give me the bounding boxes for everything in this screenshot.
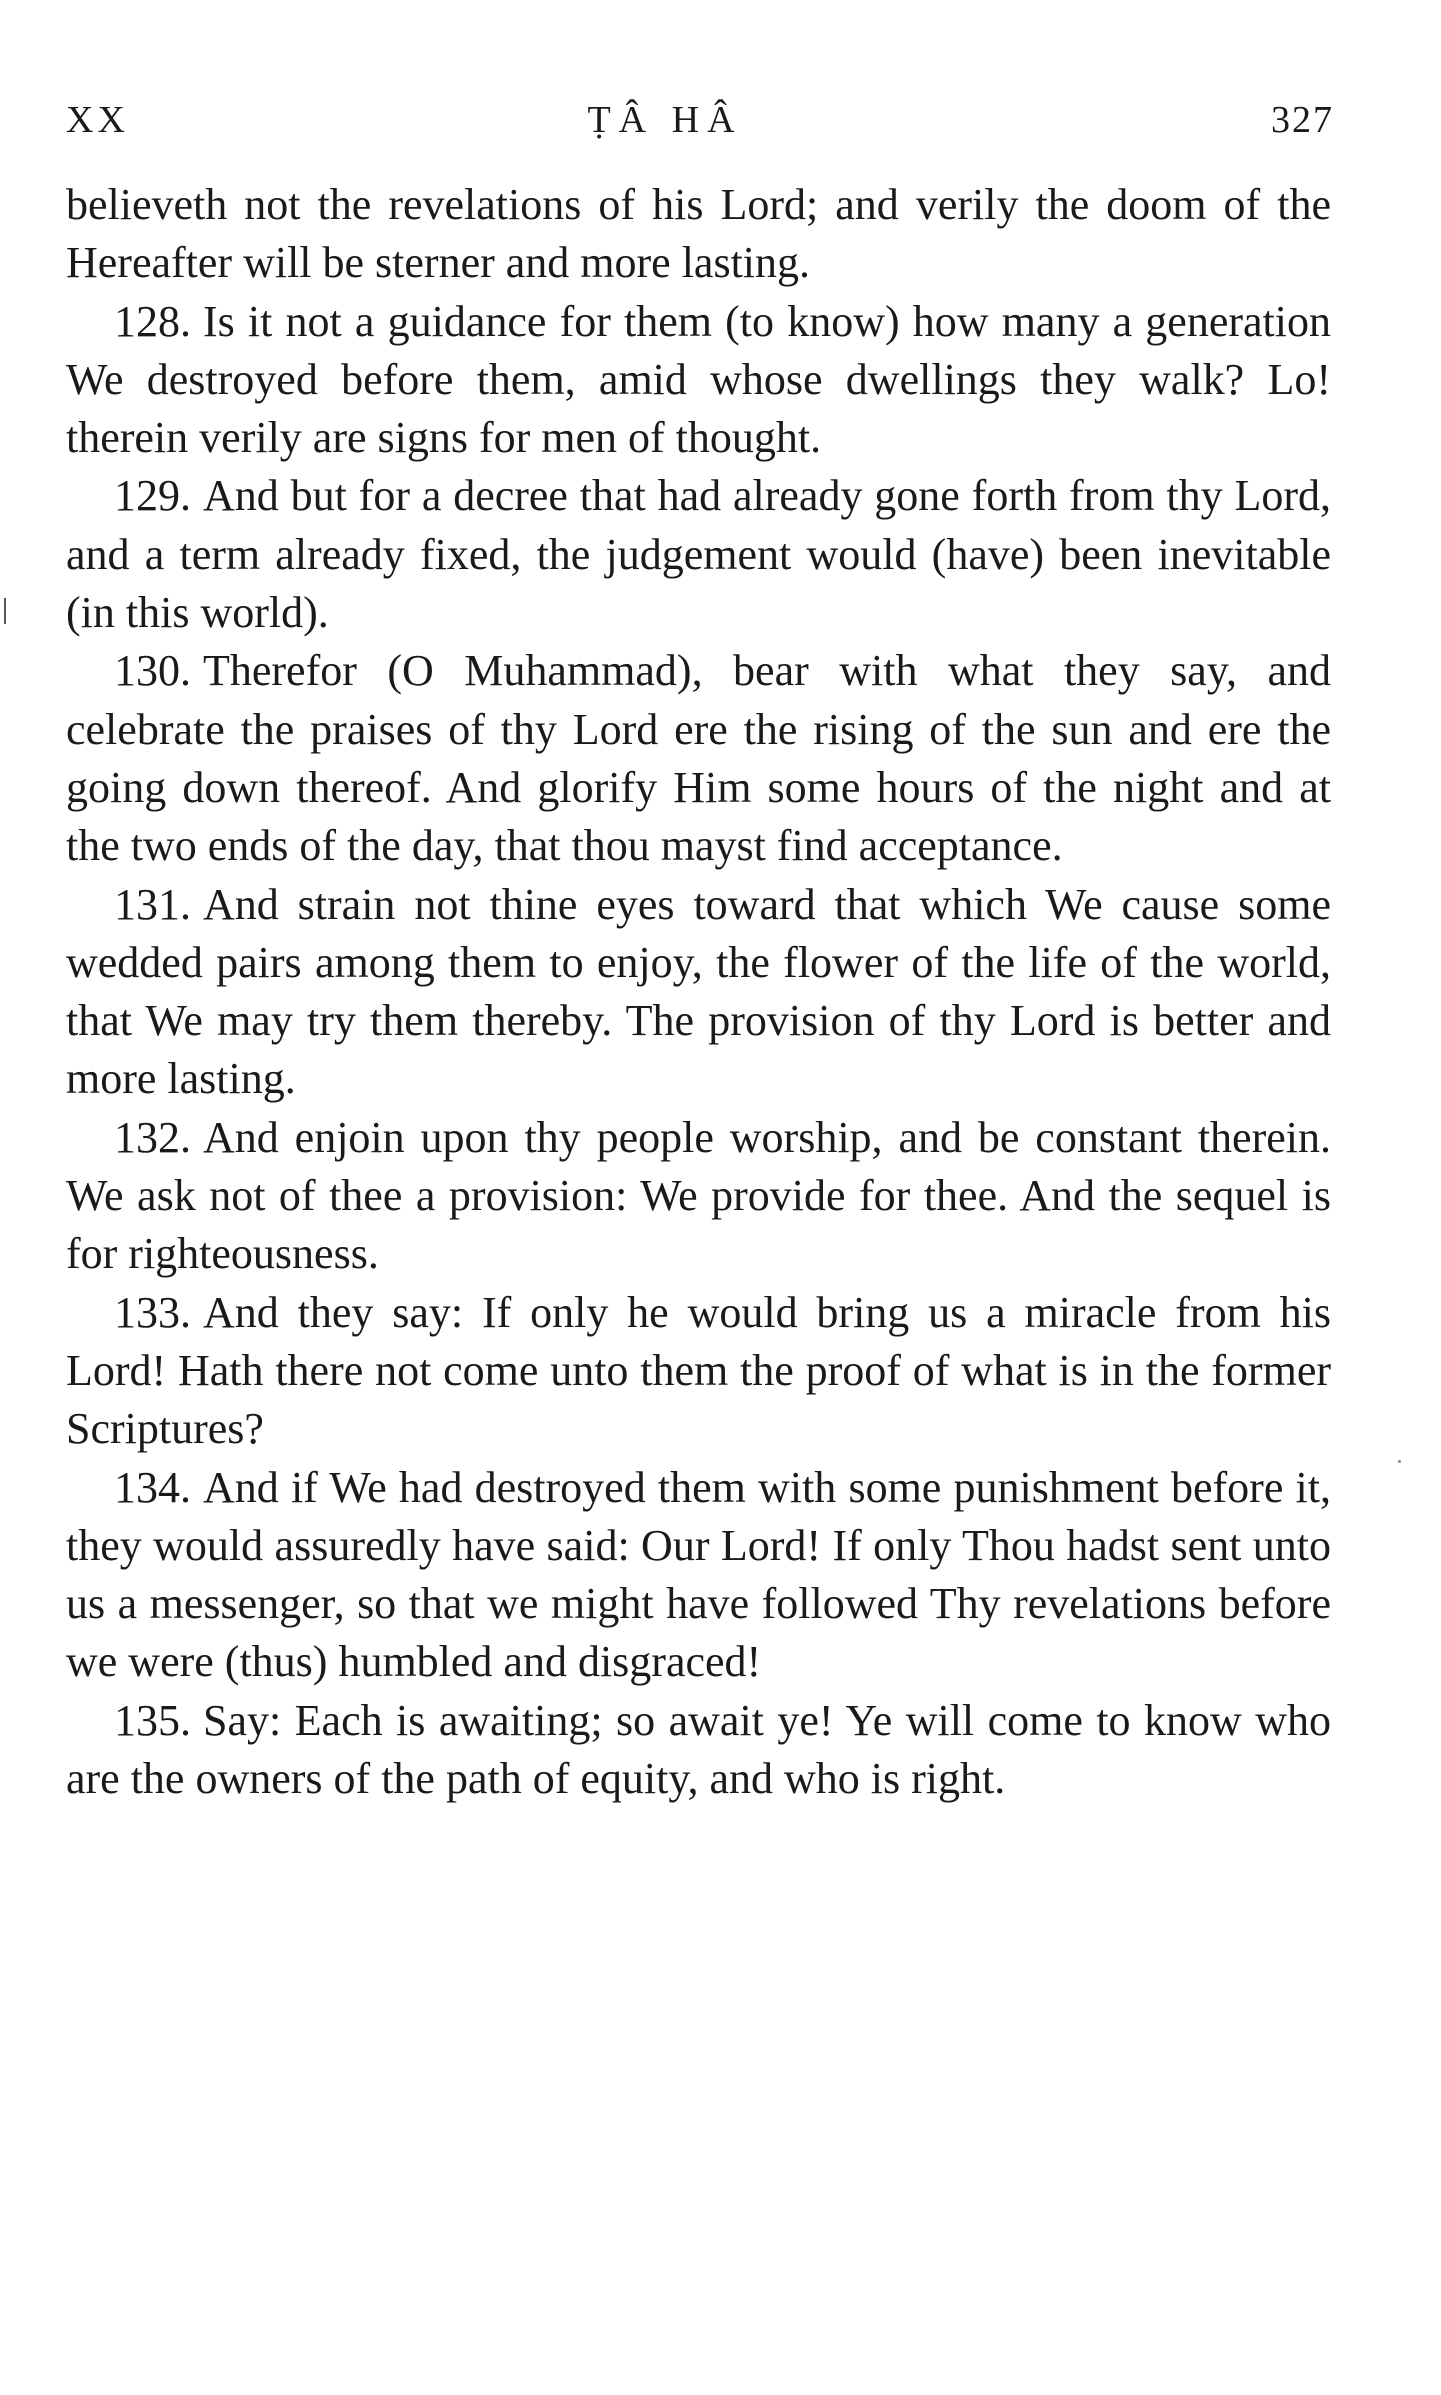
paragraph-text: believeth not the revelations of his Lord; and verily the doom of the Hereafter will be sterner and more lasting. — [66, 180, 1331, 288]
verse-text: And if We had destroyed them with some punishment before it, they would assuredly have said: Our Lord! If only Thou hadst sent unto us a messenger, so that we might have followed Thy revelations before we were (thus) humbled and disgraced! — [66, 1462, 1331, 1687]
verse-text: And but for a decree that had already gone forth from thy Lord, and a term already fixed, the judgement would (have) been inevitable (in this world). — [66, 471, 1331, 638]
verse-text: Is it not a guidance for them (to know) how many a generation We destroyed before them, amid whose dwellings they walk? Lo! therein verily are signs for men of thought. — [66, 296, 1331, 463]
scan-speck — [1398, 1460, 1401, 1463]
verse-133 — [66, 1284, 1331, 1459]
verse-number: 128. — [114, 296, 191, 346]
verse-129 — [66, 467, 1331, 642]
verse-130 — [66, 642, 1331, 875]
paragraph-continuation — [66, 176, 1331, 293]
verse-number: 135. — [114, 1695, 191, 1745]
chapter-title: ṬÂ HÂ — [587, 99, 743, 141]
verse-number: 132. — [114, 1112, 191, 1162]
verse-number: 131. — [114, 879, 191, 929]
verse-135 — [66, 1692, 1331, 1809]
verse-131 — [66, 876, 1331, 1109]
verse-128 — [66, 293, 1331, 468]
verse-132 — [66, 1109, 1331, 1284]
verse-number: 133. — [114, 1287, 191, 1337]
margin-mark — [4, 598, 6, 624]
verse-number: 130. — [114, 646, 191, 696]
running-header — [66, 98, 1334, 158]
verse-134 — [66, 1459, 1331, 1692]
verse-number: 134. — [114, 1462, 191, 1512]
verse-number: 129. — [114, 471, 191, 521]
verse-text: Therefor (O Muhammad), bear with what they say, and celebrate the praises of thy Lord ere the rising of the sun and ere the going down thereof. And glorify Him some hours of the night and at the two ends of the day, that thou mayst find acceptance. — [66, 646, 1331, 871]
verse-text: And they say: If only he would bring us a miracle from his Lord! Hath there not come unto them the proof of what is in the former Scriptures? — [66, 1287, 1331, 1454]
page-number: 327 — [1271, 99, 1334, 141]
verse-text: Say: Each is awaiting; so await ye! Ye will come to know who are the owners of the path of equity, and who is right. — [66, 1695, 1331, 1804]
verse-text: And strain not thine eyes toward that which We cause some wedded pairs among them to enjoy, the flower of the life of the world, that We may try them thereby. The provision of thy Lord is better and more lasting. — [66, 879, 1331, 1104]
verse-text: And enjoin upon thy people worship, and be constant therein. We ask not of thee a provision: We provide for thee. And the sequel is for righteousness. — [66, 1112, 1331, 1279]
chapter-number: XX — [66, 99, 129, 141]
page-body — [66, 176, 1331, 1808]
